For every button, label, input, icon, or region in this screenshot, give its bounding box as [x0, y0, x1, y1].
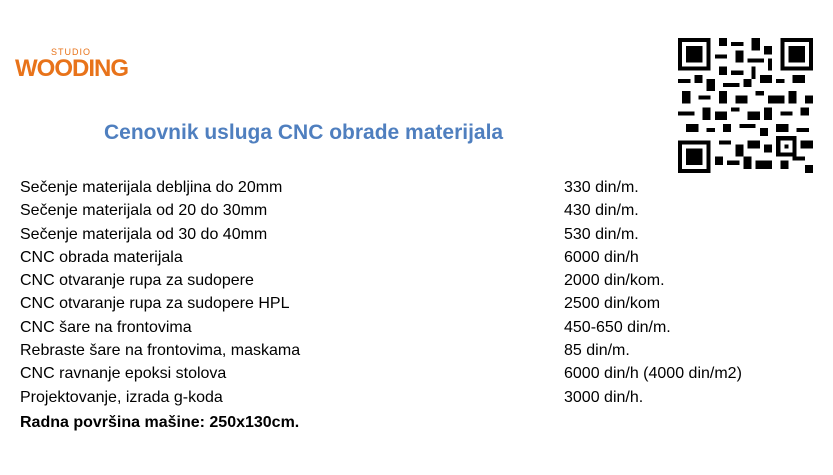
list-item: [20, 249, 820, 272]
service-label: CNC otvaranje rupa za sudopere: [20, 272, 254, 290]
service-price: 2000 din/kom.: [564, 272, 665, 290]
service-label: Sečenje materijala od 30 do 40mm: [20, 225, 268, 243]
price-list: [20, 179, 820, 412]
logo-studio-text: STUDIO: [51, 47, 92, 57]
service-price: 450-650 din/m.: [564, 318, 671, 336]
service-price: 85 din/m.: [564, 342, 630, 360]
service-label: CNC ravnanje epoksi stolova: [20, 365, 227, 383]
service-price: 3000 din/h.: [564, 388, 644, 406]
service-label: CNC obrada materijala: [20, 248, 183, 266]
list-item: [20, 226, 820, 249]
list-item: [20, 202, 820, 225]
service-price: 2500 din/kom: [564, 295, 661, 313]
service-label: Sečenje materijala debljina do 20mm: [20, 179, 283, 196]
page-title: Cenovnik usluga CNC obrade materijala: [104, 121, 504, 144]
list-item: [20, 272, 820, 295]
service-price: 6000 din/h: [564, 248, 639, 266]
service-label: CNC otvaranje rupa za sudopere HPL: [20, 295, 290, 313]
service-label: Rebraste šare na frontovima, maskama: [20, 342, 301, 360]
service-price: 430 din/m.: [564, 202, 639, 220]
list-item: [20, 295, 820, 318]
qr-code-icon: [678, 38, 813, 173]
logo-wordmark: WOODING: [15, 55, 128, 82]
service-label: CNC šare na frontovima: [20, 318, 192, 336]
list-item: [20, 389, 820, 412]
list-item: [20, 319, 820, 342]
list-item: [20, 342, 820, 365]
wooding-logo: [15, 47, 165, 87]
service-label: Sečenje materijala od 20 do 30mm: [20, 202, 268, 220]
machine-work-area-note: Radna površina mašine: 250x130cm.: [20, 414, 300, 431]
service-price: 330 din/m.: [564, 179, 639, 196]
list-item: [20, 365, 820, 388]
service-price: 530 din/m.: [564, 225, 639, 243]
list-item: [20, 179, 820, 202]
service-price: 6000 din/h (4000 din/m2): [564, 365, 742, 383]
service-label: Projektovanje, izrada g-koda: [20, 388, 223, 406]
